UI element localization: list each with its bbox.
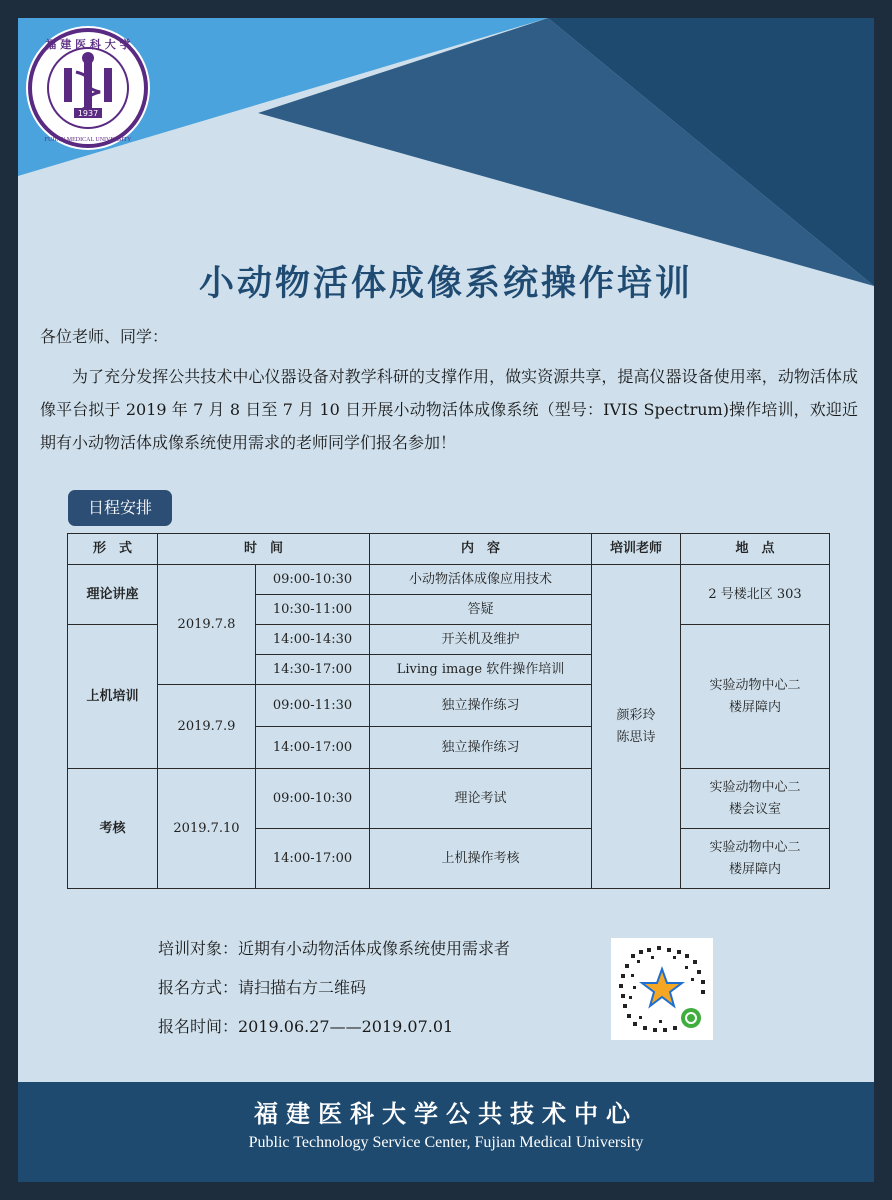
qr-code[interactable] [611, 938, 713, 1040]
time-cell: 14:00-14:30 [256, 625, 370, 655]
time-cell: 10:30-11:00 [256, 595, 370, 625]
content-cell: 小动物活体成像应用技术 [370, 565, 592, 595]
page-title: 小动物活体成像系统操作培训 [198, 264, 693, 304]
location-line: 实验动物中心二 [709, 779, 801, 795]
category-cell: 理论讲座 [68, 565, 158, 625]
greeting: 各位老师、同学： [40, 327, 169, 346]
training-target: 培训对象：近期有小动物活体成像系统使用需求者 [158, 939, 511, 958]
logo-ring-text: 福 建 医 科 大 学 [45, 38, 131, 51]
location-line: 实验动物中心二 [709, 677, 801, 693]
poster [18, 18, 874, 1182]
content-cell: 开关机及维护 [370, 625, 592, 655]
time-cell: 09:00-10:30 [256, 769, 370, 829]
category-cell: 上机培训 [68, 625, 158, 769]
content-cell: 理论考试 [370, 769, 592, 829]
location-cell: 2 号楼北区 303 [681, 565, 830, 625]
teacher-name: 颜彩玲 [616, 707, 656, 723]
table-row [68, 769, 830, 829]
content-cell: Living image 软件操作培训 [370, 655, 592, 685]
content-cell: 上机操作考核 [370, 829, 592, 889]
content-cell: 答疑 [370, 595, 592, 625]
time-cell: 14:00-17:00 [256, 829, 370, 889]
location-line: 楼会议室 [729, 801, 782, 817]
teacher-name: 陈思诗 [616, 729, 656, 745]
time-cell: 14:00-17:00 [256, 727, 370, 769]
time-cell: 09:00-10:30 [256, 565, 370, 595]
registration-period: 报名时间：2019.06.27——2019.07.01 [158, 1017, 454, 1036]
logo-ring-text-en: FUJIAN MEDICAL UNIVERSITY [44, 137, 132, 143]
logo-year: 1937 [77, 109, 99, 118]
content-cell: 独立操作练习 [370, 685, 592, 727]
time-cell: 09:00-11:30 [256, 685, 370, 727]
table-header-row [68, 534, 830, 565]
table-row [68, 565, 830, 595]
category-cell: 考核 [68, 769, 158, 889]
location-cell [681, 625, 830, 769]
header-location: 地 点 [681, 534, 830, 565]
header-teacher: 培训老师 [592, 534, 681, 565]
header-content: 内 容 [370, 534, 592, 565]
university-logo [24, 24, 152, 152]
location-cell [681, 769, 830, 829]
time-cell: 14:30-17:00 [256, 655, 370, 685]
intro-paragraph: 为了充分发挥公共技术中心仪器设备对教学科研的支撑作用，做实资源共享，提高仪器设备使用率，动物活体成像平台拟于 2019 年 7 月 8 日至 7 月 10 日开展小动物活体成像系统（型号：IVIS Spectrum)操作培训，欢迎近期有小动物活体成像系统使用需求的老师同学们报名参加！ [40, 367, 858, 452]
schedule-label: 日程安排 [68, 490, 172, 526]
date-cell: 2019.7.10 [158, 769, 256, 889]
location-line: 实验动物中心二 [709, 839, 801, 855]
footer-org-en: Public Technology Service Center, Fujian Medical University [248, 1134, 644, 1151]
header-form: 形 式 [68, 534, 158, 565]
schedule-table [67, 533, 830, 889]
footer [18, 1082, 874, 1182]
location-line: 楼屏障内 [729, 699, 782, 715]
header-time: 时 间 [158, 534, 370, 565]
footer-org-cn: 福建医科大学公共技术中心 [254, 1100, 638, 1128]
date-cell: 2019.7.9 [158, 685, 256, 769]
registration-method: 报名方式：请扫描右方二维码 [158, 978, 367, 997]
location-cell [681, 829, 830, 889]
location-line: 楼屏障内 [729, 861, 782, 877]
date-cell: 2019.7.8 [158, 565, 256, 685]
content-cell: 独立操作练习 [370, 727, 592, 769]
teacher-cell [592, 565, 681, 889]
